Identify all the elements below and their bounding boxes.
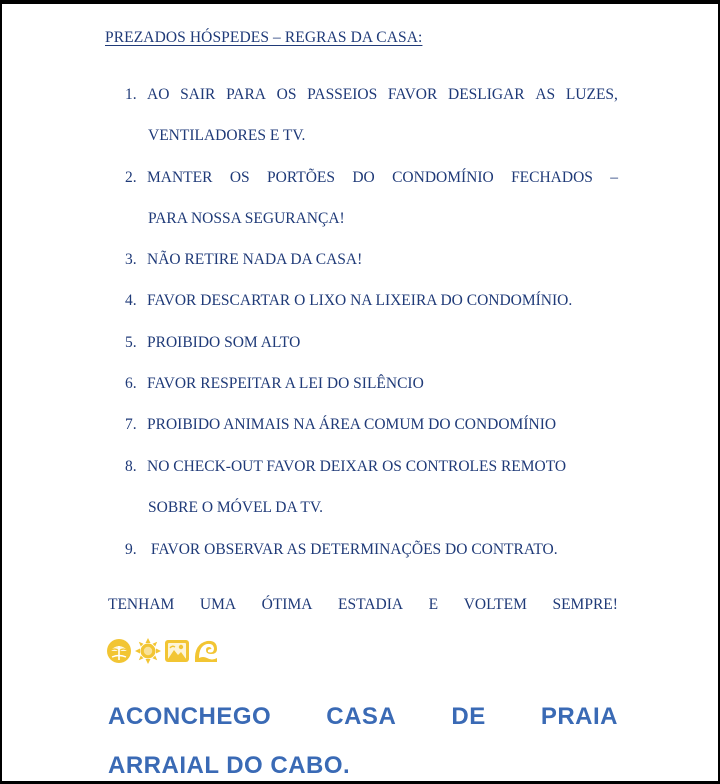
rule-number: 7.: [125, 416, 137, 433]
rule-word: PORTÕES: [267, 169, 335, 186]
rule-text: FAVOR DESCARTAR O LIXO NA LIXEIRA DO CONDOMÍNIO.: [147, 292, 573, 309]
closing-word: SEMPRE!: [552, 596, 618, 613]
rule-text-line: [147, 86, 618, 104]
beach-picture-icon: [164, 638, 190, 664]
rule-item-7: [125, 416, 620, 434]
rule-text: NÃO RETIRE NADA DA CASA!: [147, 251, 363, 268]
rule-item-1: [125, 86, 620, 104]
rule-number: 6.: [125, 375, 137, 392]
rule-word: PASSEIOS: [307, 86, 378, 103]
rule-text: PROIBIDO SOM ALTO: [147, 334, 301, 351]
rule-word: LUZES,: [565, 86, 618, 103]
closing-word: ESTADIA: [338, 596, 404, 613]
rule-item-8: [125, 458, 620, 476]
closing-word: E: [428, 596, 439, 613]
rule-word: DO: [352, 169, 375, 186]
emoji-row: [106, 638, 219, 664]
rule-word: FECHADOS: [511, 169, 593, 186]
closing-word: UMA: [199, 596, 237, 613]
brand-word: DE: [451, 703, 486, 730]
brand-name-line-1: [108, 703, 618, 731]
rule-item-3: [125, 251, 620, 269]
rule-word: –: [610, 169, 618, 186]
rule-text: FAVOR RESPEITAR A LEI DO SILÊNCIO: [147, 375, 424, 392]
closing-message: [108, 596, 618, 614]
rule-text: PROIBIDO ANIMAIS NA ÁREA COMUM DO CONDOMÍNIO: [147, 416, 557, 433]
rule-item-4: [125, 292, 620, 310]
rule-item-9: [125, 541, 620, 559]
closing-word: TENHAM: [108, 596, 175, 613]
page-title: PREZADOS HÓSPEDES – REGRAS DA CASA:: [105, 29, 423, 46]
rule-word: SAIR: [180, 86, 216, 103]
rule-item-6: [125, 375, 620, 393]
sun-icon: [135, 638, 161, 664]
rule-item-5: [125, 334, 620, 352]
closing-word: ÓTIMA: [261, 596, 313, 613]
beach-umbrella-icon: [106, 638, 132, 664]
rule-word: OS: [229, 169, 250, 186]
rule-text: FAVOR OBSERVAR AS DETERMINAÇÕES DO CONTRATO.: [147, 541, 558, 558]
closing-word: VOLTEM: [463, 596, 527, 613]
rule-word: DESLIGAR: [448, 86, 525, 103]
rule-text-line: [147, 169, 618, 187]
rule-number: 4.: [125, 292, 137, 309]
brand-word: CASA: [326, 703, 397, 730]
rule-number: 9.: [125, 541, 137, 558]
rule-item-2: [125, 169, 620, 187]
rule-continuation-1: VENTILADORES E TV.: [148, 127, 306, 144]
brand-word: ACONCHEGO: [108, 703, 272, 730]
rule-continuation-2: PARA NOSSA SEGURANÇA!: [148, 210, 345, 227]
rule-word: MANTER: [147, 169, 213, 186]
brand-name-line-2: ARRAIAL DO CABO.: [108, 752, 351, 779]
rule-word: PARA: [226, 86, 266, 103]
rule-word: CONDOMÍNIO: [392, 169, 494, 186]
rule-number: 8.: [125, 458, 137, 475]
rule-word: OS: [276, 86, 297, 103]
brand-word: PRAIA: [540, 703, 618, 730]
rule-text: NO CHECK-OUT FAVOR DEIXAR OS CONTROLES REMOTO: [147, 458, 567, 475]
rule-number: 1.: [125, 86, 137, 103]
rule-word: AS: [535, 86, 556, 103]
rule-word: AO: [147, 86, 170, 103]
rule-number: 2.: [125, 169, 137, 186]
rule-number: 3.: [125, 251, 137, 268]
rule-word: FAVOR: [387, 86, 438, 103]
rule-number: 5.: [125, 334, 137, 351]
wave-icon: [193, 638, 219, 664]
rule-continuation-8: SOBRE O MÓVEL DA TV.: [148, 499, 323, 516]
